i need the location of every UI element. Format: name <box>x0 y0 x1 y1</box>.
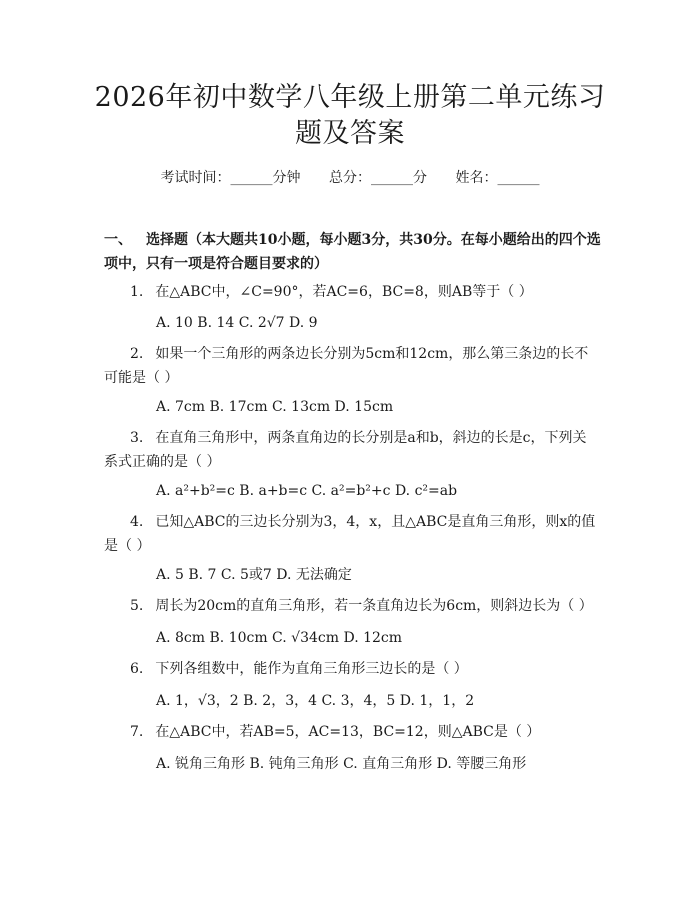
question-stem: 已知△ABC的三边长分别为3，4，x，且△ABC是直角三角形，则x的值是（ ） <box>104 514 596 554</box>
question-stem: 在直角三角形中，两条直角边的长分别是a和b，斜边的长是c，下列关系式正确的是（ ） <box>104 430 587 470</box>
question-6 <box>104 657 600 681</box>
student-name-field: 姓名：______ <box>455 170 540 186</box>
question-4-options: A. 5 B. 7 C. 5或7 D. 无法确定 <box>156 567 352 583</box>
question-number: 6. <box>130 661 144 677</box>
question-2-options: A. 7cm B. 17cm C. 13cm D. 15cm <box>156 399 394 415</box>
question-number: 1. <box>130 284 144 300</box>
question-number: 7. <box>130 724 144 740</box>
exam-meta-line <box>0 168 700 188</box>
question-stem: 在△ABC中，∠C=90°，若AC=6，BC=8，则AB等于（ ） <box>155 284 533 300</box>
section-heading <box>104 228 604 276</box>
total-score-field: 总分：______分 <box>329 170 427 186</box>
question-stem: 周长为20cm的直角三角形，若一条直角边长为6cm，则斜边长为（ ） <box>155 598 593 614</box>
question-1 <box>104 280 600 304</box>
question-7-options: A. 锐角三角形 B. 钝角三角形 C. 直角三角形 D. 等腰三角形 <box>156 756 527 772</box>
question-6-options: A. 1，√3，2 B. 2，3，4 C. 3，4，5 D. 1，1，2 <box>156 693 475 709</box>
question-number: 2. <box>130 346 144 362</box>
question-4 <box>104 510 600 558</box>
document-title: 2026年初中数学八年级上册第二单元练习题及答案 <box>94 82 606 149</box>
question-number: 4. <box>130 514 144 530</box>
question-3-options: A. a²+b²=c B. a+b=c C. a²=b²+c D. c²=ab <box>156 483 458 499</box>
question-5 <box>104 594 600 618</box>
question-7 <box>104 720 600 744</box>
question-number: 3. <box>130 430 144 446</box>
question-2 <box>104 342 600 390</box>
question-stem: 如果一个三角形的两条边长分别为5cm和12cm，那么第三条边的长不可能是（ ） <box>104 346 589 386</box>
question-number: 5. <box>130 598 144 614</box>
exam-time-field: 考试时间：______分钟 <box>160 170 301 186</box>
question-1-options: A. 10 B. 14 C. 2√7 D. 9 <box>156 315 318 331</box>
section-number: 一、 <box>104 232 132 248</box>
question-stem: 下列各组数中，能作为直角三角形三边长的是（ ） <box>155 661 468 677</box>
question-5-options: A. 8cm B. 10cm C. √34cm D. 12cm <box>156 630 403 646</box>
question-stem: 在△ABC中，若AB=5，AC=13，BC=12，则△ABC是（ ） <box>155 724 541 740</box>
question-3 <box>104 426 600 474</box>
section-heading-text: 选择题（本大题共10小题，每小题3分，共30分。在每小题给出的四个选项中，只有一项是符合题目要求的） <box>104 232 601 272</box>
